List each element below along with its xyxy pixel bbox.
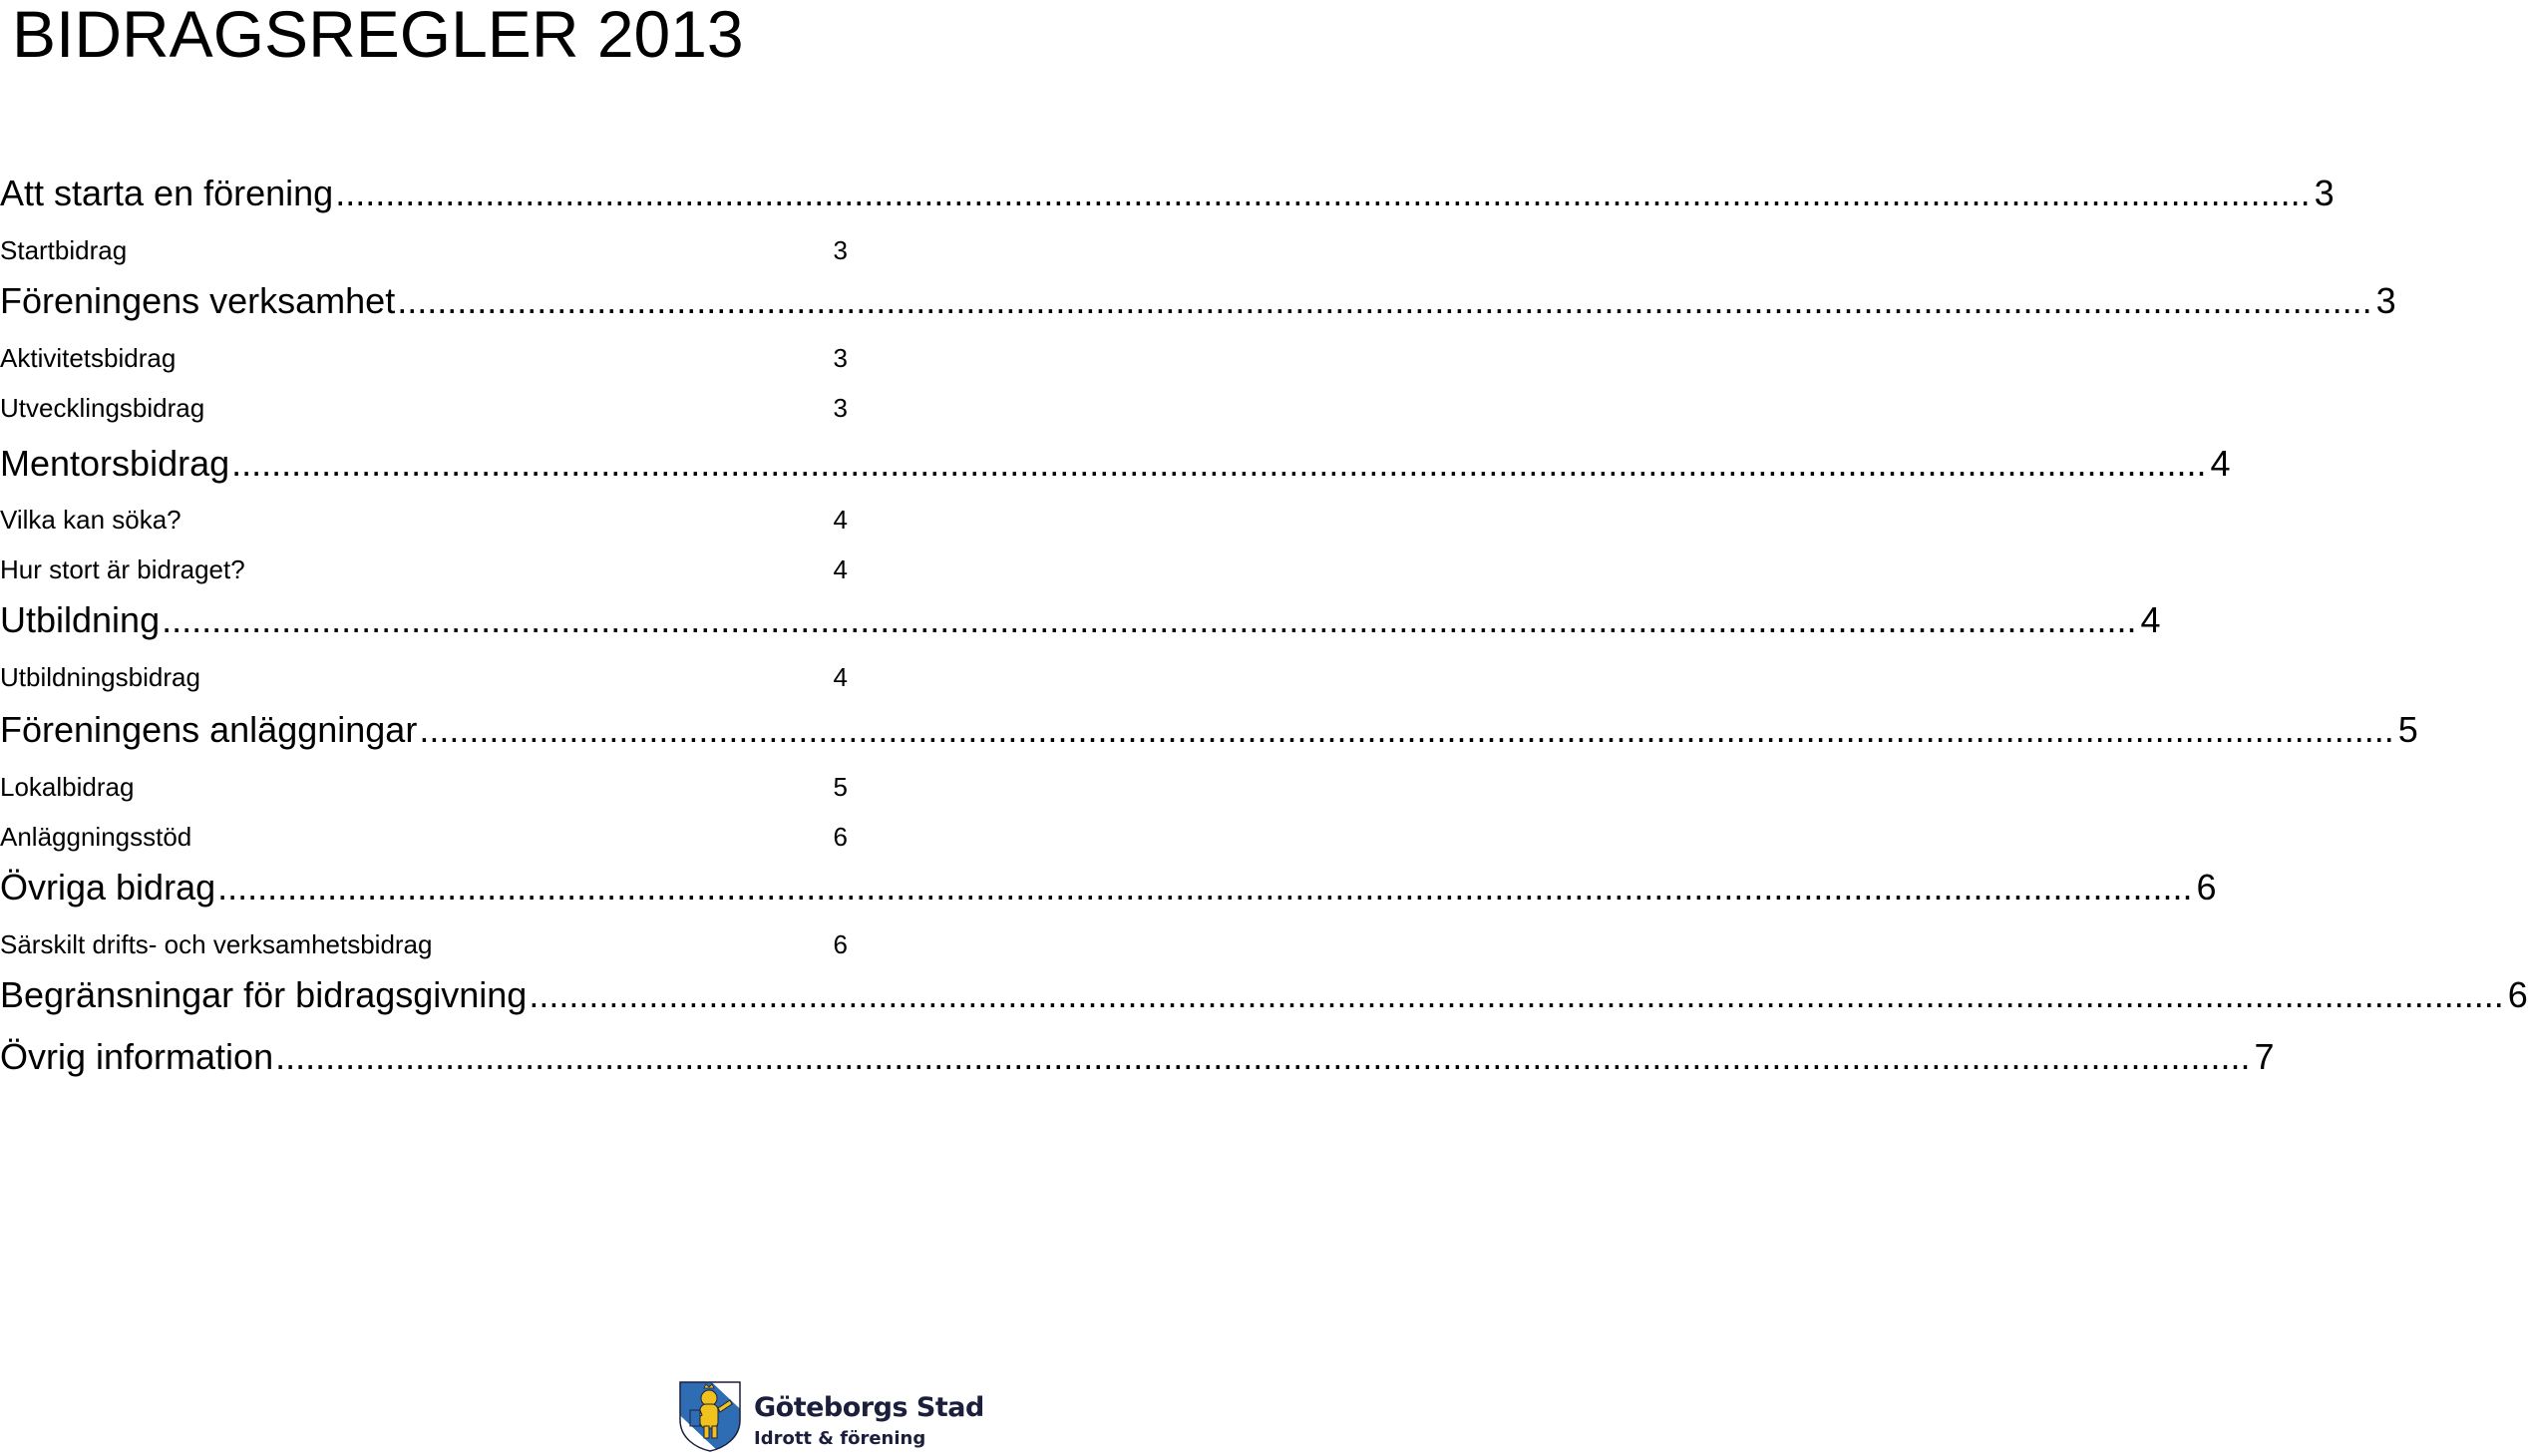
toc-entry-page-number: 6 [2196,867,2217,908]
toc-entry[interactable] [0,1035,2275,1079]
toc-dot-leader [231,442,2206,486]
toc-entry-label: Lokalbidrag [0,772,135,802]
toc-entry-page-number: 6 [833,929,848,959]
toc-dot-leader [419,708,2393,752]
toc-entry-page-number: 3 [833,343,848,373]
toc-entry-page-number: 4 [833,554,848,584]
toc-entry[interactable] [0,927,848,961]
toc-entry-label: Aktivitetsbidrag [0,343,177,373]
toc-entry[interactable] [0,503,848,537]
toc-entry-label: Mentorsbidrag [0,443,230,484]
toc-entry[interactable] [0,973,2528,1017]
toc-entry-page-number: 4 [2140,599,2161,640]
toc-entry-label: Utvecklingsbidrag [0,393,205,423]
toc-dot-leader [529,973,2503,1017]
toc-entry[interactable] [0,442,2231,486]
toc-entry-label: Hur stort är bidraget? [0,554,245,584]
toc-entry-label: Startbidrag [0,235,128,265]
toc-entry-page-number: 3 [833,235,848,265]
toc-entry[interactable] [0,233,848,267]
toc-entry-label: Att starta en förening [0,173,334,213]
toc-dot-leader [275,1035,2250,1079]
toc-entry-page-number: 6 [833,822,848,852]
toc-dot-leader [397,279,2371,323]
toc-entry-page-number: 6 [2507,974,2528,1015]
goteborgs-stad-logo [678,1380,984,1454]
toc-entry[interactable] [0,866,2217,910]
toc-entry-page-number: 5 [833,772,848,802]
toc-entry-page-number: 3 [2375,280,2396,321]
toc-entry-page-number: 4 [2210,443,2231,484]
toc-entry[interactable] [0,341,848,375]
toc-entry-label: Utbildning [0,599,161,640]
toc-entry-label: Övrig information [0,1036,274,1077]
city-coat-of-arms-icon [678,1380,742,1452]
toc-entry-page-number: 4 [833,662,848,692]
toc-entry[interactable] [0,708,2418,752]
page-title: BIDRAGSREGLER 2013 [12,0,744,71]
toc-entry[interactable] [0,391,848,425]
logo-subtitle: Idrott & förening [754,1428,926,1449]
toc-entry[interactable] [0,598,2161,642]
toc-entry-label: Utbildningsbidrag [0,662,200,692]
toc-entry[interactable] [0,770,848,804]
toc-dot-leader [162,598,2136,642]
toc-dot-leader [335,172,2310,215]
toc-entry[interactable] [0,279,2396,323]
toc-entry-label: Föreningens verksamhet [0,280,396,321]
toc-entry-page-number: 4 [833,505,848,535]
toc-entry[interactable] [0,552,848,586]
toc-entry-label: Särskilt drifts- och verksamhetsbidrag [0,929,433,959]
toc-entry-page-number: 7 [2254,1036,2275,1077]
toc-entry-label: Anläggningsstöd [0,822,192,852]
toc-entry[interactable] [0,172,2335,215]
logo-name: Göteborgs Stad [754,1392,984,1423]
toc-entry[interactable] [0,820,848,854]
toc-entry-label: Vilka kan söka? [0,505,181,535]
toc-dot-leader [217,866,2192,910]
toc-entry-page-number: 3 [833,393,848,423]
toc-entry-page-number: 5 [2397,709,2418,750]
toc-entry-label: Begränsningar för bidragsgivning [0,974,528,1015]
toc-entry-page-number: 3 [2314,173,2335,213]
toc-entry[interactable] [0,660,848,694]
toc-entry-label: Övriga bidrag [0,867,216,908]
toc-entry-label: Föreningens anläggningar [0,709,418,750]
